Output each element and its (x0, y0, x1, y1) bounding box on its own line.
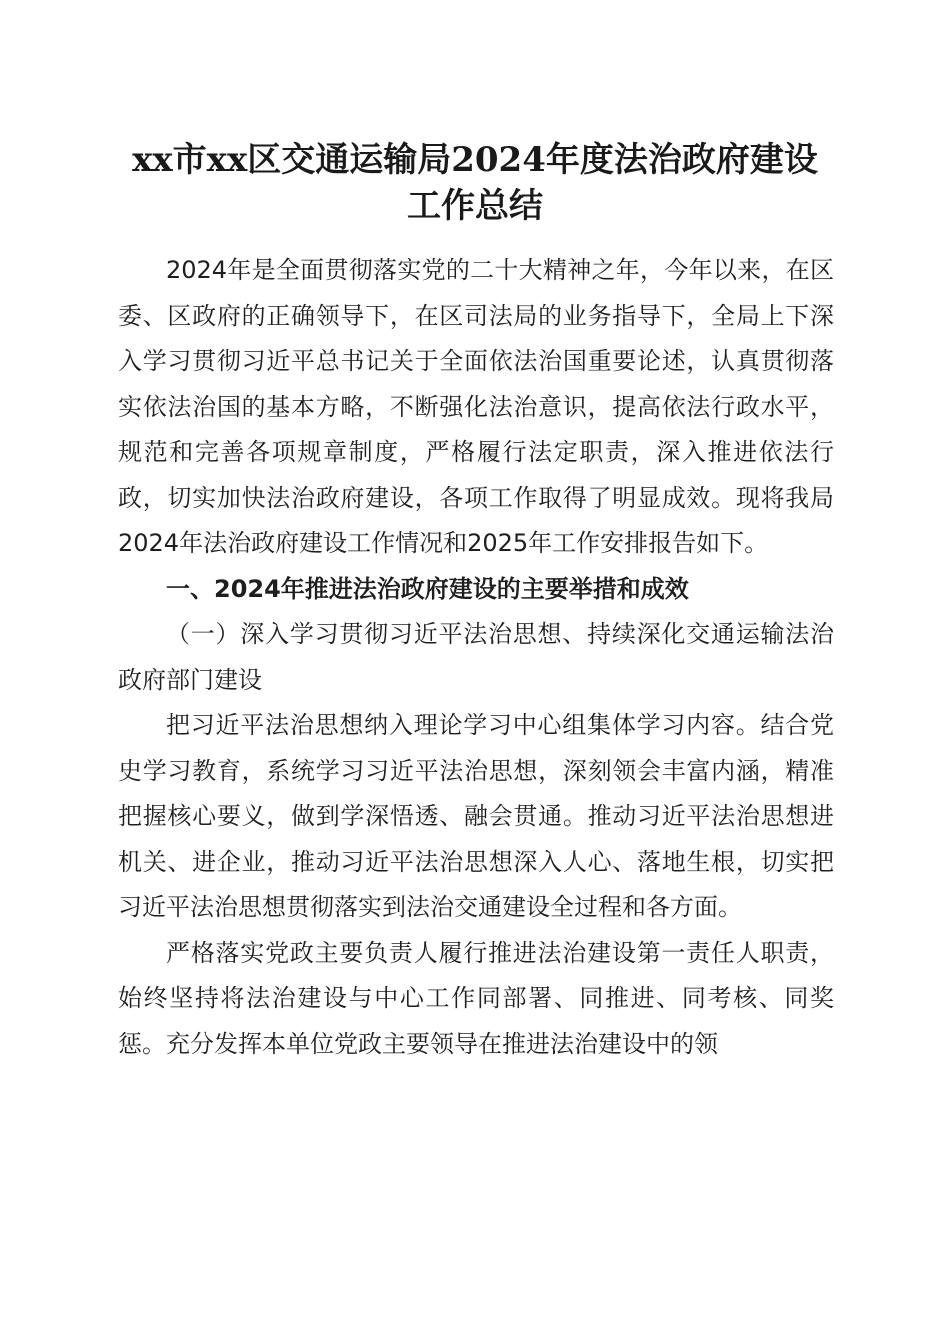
document-title-line-1: xx市xx区交通运输局2024年度法治政府建设 (132, 140, 818, 180)
document-title-line-2: 工作总结 (407, 186, 543, 226)
section-1-heading: 一、2024年推进法治政府建设的主要举措和成效 (166, 574, 689, 603)
intro-paragraph: 2024年是全面贯彻落实党的二十大精神之年，今年以来，在区委、区政府的正确领导下，在区司法局的业务指导下，全局上下深入学习贯彻习近平总书记关于全面依法治国重要论述，认真贯彻落实依法治国的基本方略，不断强化法治意识，提高依法行政水平，规范和完善各项规章制度，严格履行法定职责，深入推进依法行政，切实加快法治政府建设，各项工作取得了明显成效。现将我局2024年法治政府建设工作情况和2025年工作安排报告如下。 (118, 256, 834, 557)
paragraph-2: 严格落实党政主要负责人履行推进法治建设第一责任人职责，始终坚持将法治建设与中心工作同部署、同推进、同考核、同奖惩。充分发挥本单位党政主要领导在推进法治建设中的领 (118, 938, 834, 1058)
document-body (118, 248, 834, 1067)
subsection-1-heading: （一）深入学习贯彻习近平法治思想、持续深化交通运输法治政府部门建设 (118, 620, 834, 694)
paragraph-1: 把习近平法治思想纳入理论学习中心组集体学习内容。结合党史学习教育，系统学习习近平法治思想，深刻领会丰富内涵，精准把握核心要义，做到学深悟透、融会贯通。推动习近平法治思想进机关、进企业，推动习近平法治思想深入人心、落地生根，切实把习近平法治思想贯彻落实到法治交通建设全过程和各方面。 (118, 711, 834, 921)
